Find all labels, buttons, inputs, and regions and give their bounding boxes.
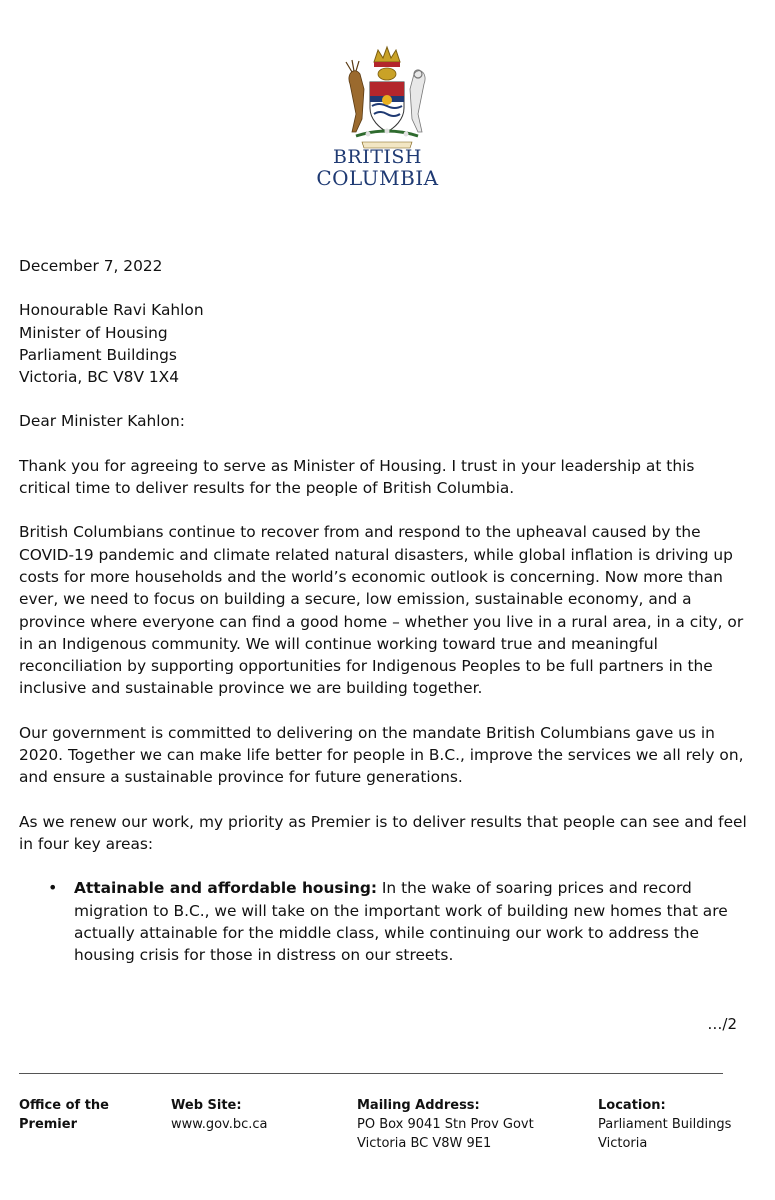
bc-coat-of-arms-icon: [332, 44, 442, 154]
address-line: Honourable Ravi Kahlon: [19, 301, 204, 320]
paragraph: Thank you for agreeing to serve as Minister of Housing. I trust in your leadership at this critical time to deliver results for the people of British Columbia.: [19, 456, 695, 498]
footer-location: [598, 1096, 731, 1153]
priority-list: [19, 877, 749, 966]
footer-divider: [19, 1073, 723, 1074]
page-continuation: …/2: [707, 1015, 737, 1033]
paragraph: British Columbians continue to recover from and respond to the upheaval caused by the COVID-19 pandemic and climate related natural disasters, while global inflation is driving up costs for more households and the world’s economic outlook is concerning. Now more than ever, we need to focus on building a secure, low emission, sustainable economy, and a province where everyone can find a good home – whether you live in a rural area, in a city, or in an Indigenous community. We will continue working toward true and meaningful reconciliation by supporting opportunities for Indigenous Peoples to be full partners in the inclusive and sustainable province we are building together.: [19, 523, 744, 698]
location-line: Parliament Buildings: [598, 1117, 732, 1132]
location-line: Victoria: [598, 1136, 648, 1151]
paragraph: Our government is committed to delivering on the mandate British Columbians gave us in 2020. Together we can make life better for people in B.C., improve the services we all rely on, and ensure a sustainable province for future generations.: [19, 723, 744, 787]
address-line: Parliament Buildings: [19, 345, 177, 364]
brand-line-1: BRITISH: [332, 146, 423, 168]
web-label: Web Site:: [171, 1098, 242, 1113]
bullet-title: Attainable and affordable housing:: [74, 879, 377, 898]
footer-website: [171, 1096, 268, 1134]
address-line: Minister of Housing: [19, 323, 168, 342]
mailing-line: PO Box 9041 Stn Prov Govt: [357, 1117, 534, 1132]
footer-office: [19, 1096, 129, 1134]
bullet-text: In the wake of soaring prices and record migration to B.C., we will take on the important work of building new homes that are actually attainable for the middle class, while continuing our work to address the housing crisis for those in distress on our streets.: [74, 879, 728, 965]
paragraph: As we renew our work, my priority as Premier is to deliver results that people can see and feel in four key areas:: [19, 812, 747, 853]
footer-mailing: [357, 1096, 534, 1153]
address-line: Victoria, BC V8V 1X4: [19, 368, 179, 387]
mailing-line: Victoria BC V8W 9E1: [357, 1136, 492, 1151]
location-label: Location:: [598, 1098, 666, 1113]
brand-line-2: COLUMBIA: [316, 166, 439, 190]
letter-body: [19, 255, 749, 966]
mailing-label: Mailing Address:: [357, 1098, 480, 1113]
list-item: [74, 877, 749, 966]
letter-date: December 7, 2022: [19, 257, 163, 275]
web-link[interactable]: www.gov.bc.ca: [171, 1117, 268, 1132]
office-label: Office of the Premier: [19, 1098, 109, 1132]
recipient-address: [19, 299, 749, 388]
salutation: Dear Minister Kahlon:: [19, 412, 185, 431]
